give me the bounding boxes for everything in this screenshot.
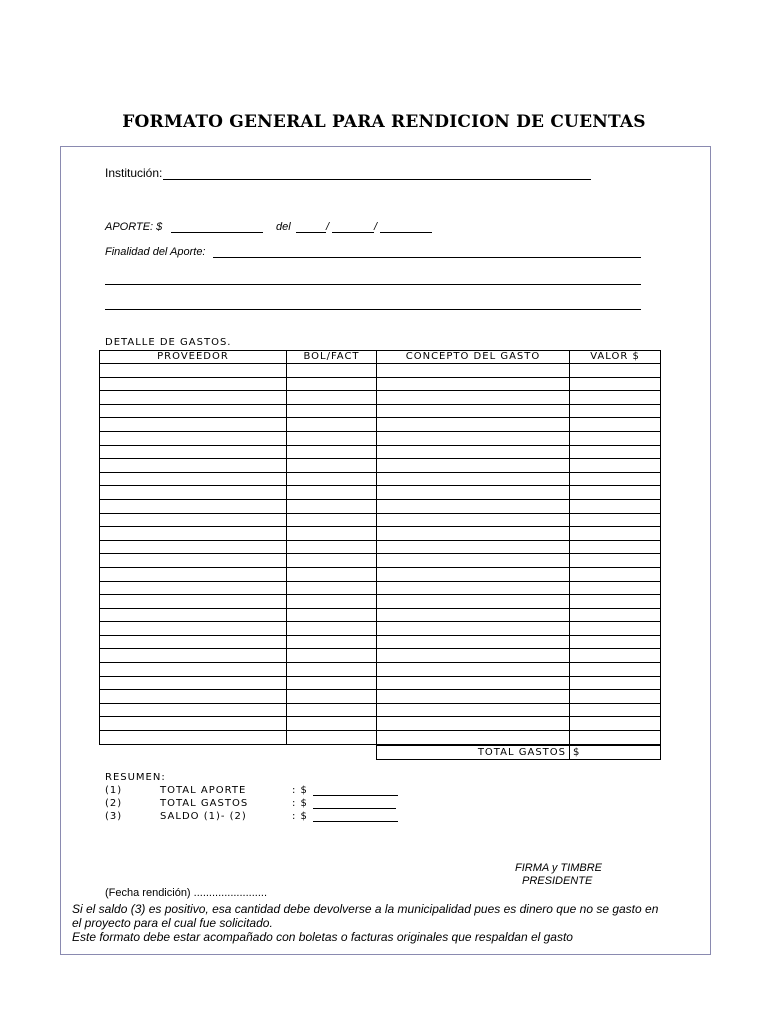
table-row [100,690,661,704]
column-header-bol-fact: BOL/FACT [287,351,377,364]
cell-concepto[interactable] [377,364,570,378]
cell-bol-fact[interactable] [287,622,377,636]
column-header-concepto: CONCEPTO DEL GASTO [377,351,570,364]
resumen-label-1: TOTAL APORTE [160,785,247,796]
cell-bol-fact[interactable] [287,527,377,541]
cell-proveedor[interactable] [100,364,287,378]
cell-bol-fact[interactable] [287,404,377,418]
cell-bol-fact[interactable] [287,364,377,378]
fecha-mes-field[interactable] [332,232,374,233]
cell-bol-fact[interactable] [287,513,377,527]
cell-proveedor[interactable] [100,404,287,418]
table-row [100,663,661,677]
cell-valor[interactable] [570,391,661,405]
resumen-field-1[interactable] [313,795,398,796]
table-row [100,513,661,527]
cell-concepto[interactable] [377,567,570,581]
cell-concepto[interactable] [377,676,570,690]
cell-bol-fact[interactable] [287,635,377,649]
resumen-num-1: (1) [105,785,123,796]
table-row [100,418,661,432]
cell-concepto[interactable] [377,731,570,745]
cell-valor[interactable] [570,703,661,717]
fecha-anio-field[interactable] [380,232,432,233]
cell-concepto[interactable] [377,581,570,595]
table-row [100,676,661,690]
cell-valor[interactable] [570,554,661,568]
cell-proveedor[interactable] [100,445,287,459]
cell-proveedor[interactable] [100,540,287,554]
cell-bol-fact[interactable] [287,418,377,432]
del-label: del [276,221,291,233]
column-header-proveedor: PROVEEDOR [100,351,287,364]
cell-bol-fact[interactable] [287,445,377,459]
cell-proveedor[interactable] [100,513,287,527]
resumen-heading: RESUMEN: [105,772,166,783]
cell-valor[interactable] [570,622,661,636]
cell-valor[interactable] [570,635,661,649]
presidente-label: PRESIDENTE [522,875,593,887]
table-row [100,581,661,595]
cell-concepto[interactable] [377,418,570,432]
cell-proveedor[interactable] [100,690,287,704]
cell-bol-fact[interactable] [287,391,377,405]
table-row [100,391,661,405]
cell-valor[interactable] [570,431,661,445]
table-row [100,554,661,568]
cell-valor[interactable] [570,499,661,513]
table-row [100,595,661,609]
total-gastos-label: TOTAL GASTOS [377,746,570,760]
cell-valor[interactable] [570,527,661,541]
cell-concepto[interactable] [377,649,570,663]
note-saldo-line-2: el proyecto para el cual fue solicitado. [72,916,273,930]
fecha-rendicion-label: (Fecha rendición) ........................ [105,887,267,899]
resumen-value-1: : $ [292,785,308,796]
cell-concepto[interactable] [377,635,570,649]
cell-concepto[interactable] [377,513,570,527]
cell-valor[interactable] [570,595,661,609]
cell-proveedor[interactable] [100,595,287,609]
cell-concepto[interactable] [377,486,570,500]
cell-proveedor[interactable] [100,431,287,445]
cell-proveedor[interactable] [100,499,287,513]
cell-proveedor[interactable] [100,649,287,663]
resumen-field-2[interactable] [313,808,396,809]
column-header-valor: VALOR $ [570,351,661,364]
resumen-num-2: (2) [105,798,123,809]
cell-bol-fact[interactable] [287,649,377,663]
cell-proveedor[interactable] [100,472,287,486]
cell-concepto[interactable] [377,499,570,513]
table-row [100,608,661,622]
cell-concepto[interactable] [377,391,570,405]
aporte-label: APORTE: $ [105,221,163,233]
detalle-gastos-rows [100,364,661,745]
table-row [100,527,661,541]
cell-valor[interactable] [570,676,661,690]
cell-valor[interactable] [570,649,661,663]
cell-valor[interactable] [570,404,661,418]
cell-valor[interactable] [570,731,661,745]
table-row [100,540,661,554]
cell-bol-fact[interactable] [287,676,377,690]
table-row [100,459,661,473]
cell-concepto[interactable] [377,703,570,717]
cell-valor[interactable] [570,377,661,391]
cell-valor[interactable] [570,364,661,378]
cell-proveedor[interactable] [100,418,287,432]
cell-bol-fact[interactable] [287,459,377,473]
cell-concepto[interactable] [377,554,570,568]
cell-valor[interactable] [570,690,661,704]
cell-proveedor[interactable] [100,663,287,677]
fecha-separator-2: / [374,221,378,233]
cell-proveedor[interactable] [100,391,287,405]
finalidad-field-3[interactable] [105,309,641,310]
cell-valor[interactable] [570,472,661,486]
resumen-field-3[interactable] [313,821,398,822]
resumen-num-3: (3) [105,811,123,822]
cell-proveedor[interactable] [100,622,287,636]
cell-concepto[interactable] [377,663,570,677]
cell-concepto[interactable] [377,608,570,622]
cell-proveedor[interactable] [100,581,287,595]
cell-proveedor[interactable] [100,459,287,473]
table-row [100,404,661,418]
cell-bol-fact[interactable] [287,377,377,391]
total-gastos-row [376,745,661,760]
cell-bol-fact[interactable] [287,663,377,677]
cell-concepto[interactable] [377,377,570,391]
resumen-label-3: SALDO (1)- (2) [160,811,247,822]
cell-bol-fact[interactable] [287,608,377,622]
cell-bol-fact[interactable] [287,690,377,704]
cell-proveedor[interactable] [100,554,287,568]
fecha-dia-field[interactable] [296,232,326,233]
cell-proveedor[interactable] [100,527,287,541]
cell-bol-fact[interactable] [287,554,377,568]
cell-bol-fact[interactable] [287,581,377,595]
aporte-field[interactable] [171,232,263,233]
cell-concepto[interactable] [377,717,570,731]
cell-bol-fact[interactable] [287,567,377,581]
cell-bol-fact[interactable] [287,717,377,731]
cell-proveedor[interactable] [100,676,287,690]
detalle-heading: DETALLE DE GASTOS. [105,337,232,348]
cell-proveedor[interactable] [100,377,287,391]
table-header-row [100,351,661,364]
cell-bol-fact[interactable] [287,595,377,609]
table-row [100,472,661,486]
note-adjuntos: Este formato debe estar acompañado con boletas o facturas originales que respaldan el gasto [72,930,573,944]
cell-bol-fact[interactable] [287,486,377,500]
table-row [100,486,661,500]
institucion-field[interactable] [163,179,591,180]
cell-valor[interactable] [570,540,661,554]
resumen-value-3: : $ [292,811,308,822]
finalidad-field-1[interactable] [213,257,641,258]
document-title: FORMATO GENERAL PARA RENDICION DE CUENTAS [122,112,646,132]
note-saldo-line-1: Si el saldo (3) es positivo, esa cantidad debe devolverse a la municipalidad pues es dinero que no se gasto en [72,902,659,916]
cell-concepto[interactable] [377,690,570,704]
table-row [100,499,661,513]
cell-concepto[interactable] [377,472,570,486]
fecha-separator-1: / [326,221,330,233]
cell-concepto[interactable] [377,595,570,609]
cell-proveedor[interactable] [100,635,287,649]
cell-proveedor[interactable] [100,703,287,717]
table-row [100,431,661,445]
table-row [100,622,661,636]
finalidad-label: Finalidad del Aporte: [105,246,206,258]
cell-bol-fact[interactable] [287,499,377,513]
cell-concepto[interactable] [377,445,570,459]
cell-concepto[interactable] [377,622,570,636]
table-row [100,377,661,391]
cell-proveedor[interactable] [100,608,287,622]
firma-label: FIRMA y TIMBRE [515,862,602,874]
cell-valor[interactable] [570,608,661,622]
cell-proveedor[interactable] [100,486,287,500]
cell-concepto[interactable] [377,459,570,473]
cell-valor[interactable] [570,459,661,473]
table-row [100,649,661,663]
cell-bol-fact[interactable] [287,472,377,486]
cell-valor[interactable] [570,567,661,581]
cell-proveedor[interactable] [100,717,287,731]
resumen-value-2: : $ [292,798,308,809]
table-row [100,364,661,378]
table-row [100,703,661,717]
table-row [100,567,661,581]
cell-concepto[interactable] [377,527,570,541]
cell-concepto[interactable] [377,404,570,418]
cell-valor[interactable] [570,717,661,731]
table-row [100,731,661,745]
cell-valor[interactable] [570,445,661,459]
institucion-label: Institución: [105,166,163,180]
cell-bol-fact[interactable] [287,540,377,554]
cell-valor[interactable] [570,581,661,595]
finalidad-field-2[interactable] [105,284,641,285]
cell-concepto[interactable] [377,431,570,445]
cell-bol-fact[interactable] [287,431,377,445]
cell-bol-fact[interactable] [287,731,377,745]
cell-valor[interactable] [570,513,661,527]
resumen-label-2: TOTAL GASTOS [160,798,249,809]
total-gastos-value[interactable]: $ [570,746,661,760]
table-row [100,717,661,731]
cell-proveedor[interactable] [100,731,287,745]
table-row [100,445,661,459]
cell-bol-fact[interactable] [287,703,377,717]
cell-concepto[interactable] [377,540,570,554]
cell-valor[interactable] [570,486,661,500]
cell-valor[interactable] [570,418,661,432]
cell-proveedor[interactable] [100,567,287,581]
cell-valor[interactable] [570,663,661,677]
table-row [100,635,661,649]
detalle-gastos-table [99,350,661,745]
